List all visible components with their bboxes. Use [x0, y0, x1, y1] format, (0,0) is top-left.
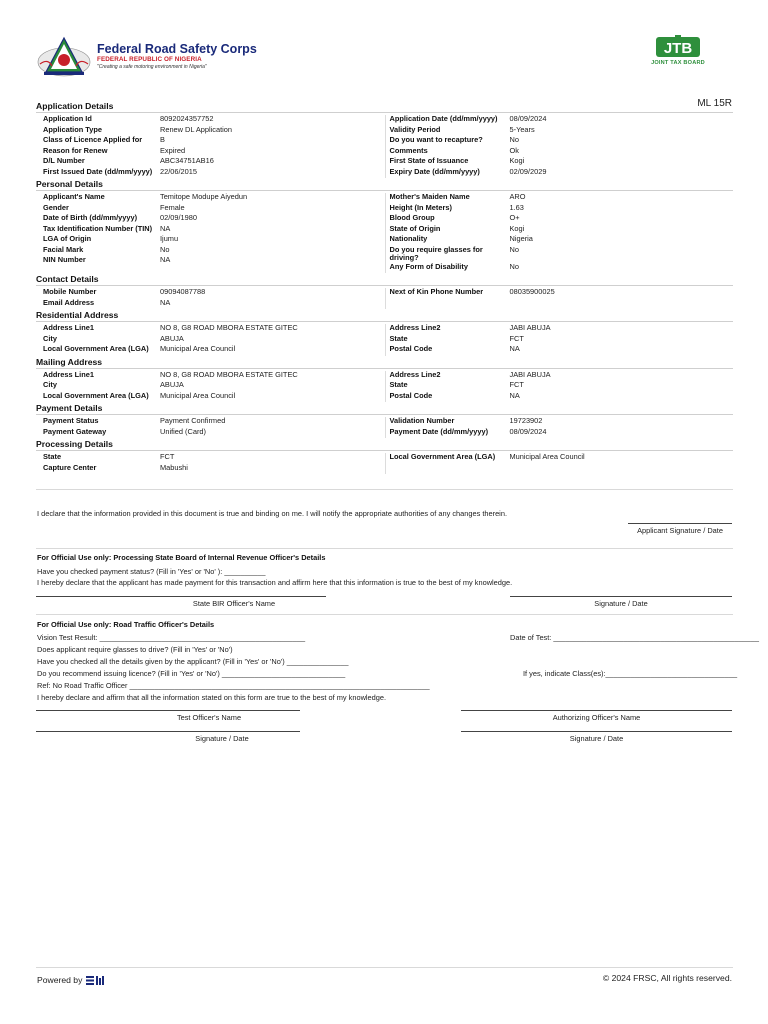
bir-declaration: I hereby declare that the applicant has made payment for this transaction and affirm here that this information is true to the best of my knowledge.	[37, 578, 513, 587]
field-row	[386, 392, 734, 403]
residential-address-section	[36, 310, 733, 357]
field-value: 08035900025	[509, 287, 555, 296]
rto-section-title: For Official Use only: Road Traffic Officer's Details	[37, 620, 215, 629]
left-column	[36, 324, 385, 356]
field-value: Ijumu	[160, 234, 179, 243]
field-row	[386, 381, 734, 392]
field-label: Local Government Area (LGA)	[389, 452, 496, 461]
bir-signature-label: Signature / Date	[594, 599, 648, 608]
divider	[36, 548, 733, 549]
powered-by-label: Powered by	[37, 975, 83, 985]
field-label: State of Origin	[389, 223, 441, 233]
bir-signature-line	[510, 596, 732, 597]
field-row	[386, 204, 734, 215]
field-row	[36, 453, 385, 464]
field-value: No	[160, 244, 170, 254]
field-value: Payment Confirmed	[160, 416, 226, 425]
field-row	[36, 288, 385, 299]
field-value: 19723902	[509, 416, 543, 425]
details-content	[36, 101, 733, 475]
field-value: NA	[160, 255, 171, 264]
field-row	[36, 157, 385, 168]
field-row	[386, 136, 734, 147]
field-row	[386, 335, 734, 346]
field-value: Mabushi	[160, 462, 188, 472]
test-officer-label: Test Officer's Name	[176, 713, 242, 722]
field-row	[36, 345, 385, 356]
field-row	[386, 324, 734, 335]
field-row	[386, 428, 734, 439]
field-value: Temitope Modupe Aiyedun	[160, 192, 248, 201]
field-label: Validation Number	[389, 416, 455, 425]
field-label: Gender	[43, 202, 69, 212]
field-value: 08/09/2024	[509, 426, 547, 436]
authorizing-officer-line	[461, 710, 732, 711]
field-value: 5-Years	[509, 124, 535, 134]
contact-details-section	[36, 274, 733, 310]
field-row	[36, 214, 385, 225]
field-label: City	[43, 333, 57, 343]
field-value: Expired	[160, 145, 186, 155]
field-row	[36, 392, 385, 403]
field-label: Postal Code	[389, 390, 433, 400]
field-row	[36, 417, 385, 428]
bir-officer-name-label: State BIR Officer's Name	[192, 599, 276, 608]
field-label: City	[43, 380, 57, 389]
field-label: Class of Licence Applied for	[43, 135, 143, 144]
field-value: FCT	[509, 380, 524, 389]
applicant-signature-line	[628, 523, 732, 524]
field-label: Payment Gateway	[43, 426, 107, 436]
frsc-header	[36, 34, 296, 82]
field-row	[36, 299, 385, 310]
field-value: NA	[509, 390, 520, 400]
right-column	[385, 193, 734, 273]
field-row	[36, 324, 385, 335]
mailing-address-section	[36, 357, 733, 404]
field-label: Reason for Renew	[43, 145, 108, 155]
field-value: ARO	[509, 192, 526, 201]
field-label: Postal Code	[389, 344, 433, 353]
jtb-logo	[636, 35, 720, 71]
field-row	[386, 246, 734, 263]
right-column	[385, 417, 734, 438]
bir-officer-name-line	[36, 596, 326, 597]
field-label: Application Type	[43, 124, 102, 134]
frsc-crest-icon	[36, 34, 92, 80]
field-label: Mobile Number	[43, 287, 97, 296]
field-label: Applicant's Name	[43, 192, 105, 201]
field-row	[36, 256, 385, 267]
field-row	[36, 168, 385, 179]
field-row	[36, 428, 385, 439]
field-row	[386, 453, 734, 464]
field-value: FCT	[509, 333, 524, 343]
field-value: No	[509, 244, 519, 254]
field-label: LGA of Origin	[43, 234, 92, 243]
field-label: Application Date (dd/mm/yyyy)	[389, 114, 498, 123]
field-label: D/L Number	[43, 156, 85, 165]
field-value: Renew DL Application	[160, 124, 233, 134]
org-name: Federal Road Safety Corps	[97, 42, 257, 56]
field-label: Address Line1	[43, 369, 94, 379]
field-value: 1.63	[509, 202, 524, 212]
field-label: Application Id	[43, 114, 92, 123]
field-label: Any Form of Disability	[389, 261, 468, 271]
field-row	[386, 371, 734, 382]
left-column	[36, 288, 385, 309]
payment-details-section	[36, 403, 733, 439]
field-value: NA	[160, 297, 171, 307]
field-value: NA	[160, 223, 171, 233]
field-label: Do you require glasses for driving?	[389, 244, 483, 262]
jtb-logo-icon	[656, 35, 700, 57]
field-value: Kogi	[509, 223, 525, 233]
field-row	[36, 136, 385, 147]
field-row	[36, 246, 385, 257]
powered-by	[37, 975, 104, 985]
field-value: 08/09/2024	[509, 114, 547, 123]
field-label: Address Line1	[43, 323, 94, 332]
section-title: Mailing Address	[36, 357, 733, 369]
field-label: Mother's Maiden Name	[389, 192, 470, 201]
field-value: 22/06/2015	[160, 166, 197, 176]
ref-officer-field: Ref: No Road Traffic Officer _________________________________________________________________________	[37, 681, 430, 690]
recommend-question: Do you recommend issuing licence? (Fill in 'Yes' or 'No') ______________________________	[37, 669, 346, 678]
org-tagline: "Creating a safe motoring environment in Nigeria"	[97, 64, 207, 70]
field-value: Municipal Area Council	[160, 344, 236, 353]
field-label: Validity Period	[389, 124, 441, 134]
svg-text:JTB: JTB	[663, 40, 693, 57]
field-value: 09094087788	[160, 287, 206, 296]
field-row	[36, 371, 385, 382]
field-label: Address Line2	[389, 323, 441, 332]
field-value: FCT	[160, 452, 175, 461]
field-label: Capture Center	[43, 462, 97, 472]
field-row	[386, 214, 734, 225]
field-row	[36, 381, 385, 392]
test-officer-signature-line	[36, 731, 300, 732]
field-label: First State of Issuance	[389, 156, 469, 165]
right-column	[385, 288, 734, 309]
field-value: NO 8, G8 ROAD MBORA ESTATE GITEC	[160, 323, 298, 332]
field-row	[386, 193, 734, 204]
section-title: Payment Details	[36, 403, 733, 415]
declaration-text: I declare that the information provided in this document is true and binding on me. I will notify the appropriate authorities of any changes therein.	[37, 509, 507, 518]
field-value: No	[509, 261, 519, 271]
field-row	[386, 168, 734, 179]
date-of-test: Date of Test: __________________________________________________	[510, 633, 759, 642]
field-label: Date of Birth (dd/mm/yyyy)	[43, 213, 138, 222]
field-row	[386, 235, 734, 246]
field-row	[386, 225, 734, 236]
field-row	[36, 464, 385, 475]
field-value: B	[160, 135, 165, 144]
field-value: JABI ABUJA	[509, 369, 551, 379]
section-title: Contact Details	[36, 274, 733, 286]
field-row	[386, 115, 734, 126]
field-row	[36, 193, 385, 204]
divider	[36, 489, 733, 490]
field-row	[36, 115, 385, 126]
field-value: ABC34751AB16	[160, 156, 214, 165]
rto-affirmation: I hereby declare and affirm that all the information stated on this form are true to the best of my knowledge.	[37, 693, 387, 702]
field-label: Address Line2	[389, 369, 441, 379]
field-row	[36, 235, 385, 246]
personal-details-section	[36, 179, 733, 274]
field-value: Municipal Area Council	[509, 452, 585, 461]
field-value: No	[509, 135, 519, 144]
field-label: State	[43, 452, 62, 461]
field-value: NO 8, G8 ROAD MBORA ESTATE GITEC	[160, 369, 298, 379]
field-value: Municipal Area Council	[160, 390, 236, 400]
field-value: 02/09/2029	[509, 166, 547, 176]
field-value: Nigeria	[509, 234, 533, 243]
left-column	[36, 417, 385, 438]
field-row	[386, 288, 734, 299]
vision-test-result: Vision Test Result: __________________________________________________	[37, 633, 306, 642]
field-label: NIN Number	[43, 255, 86, 264]
field-value: O+	[509, 213, 520, 222]
left-column	[36, 193, 385, 273]
right-column	[385, 324, 734, 356]
bir-payment-question: Have you checked payment status? (Fill in 'Yes' or 'No' ): __________	[37, 567, 266, 576]
left-column	[36, 115, 385, 178]
application-details-section	[36, 101, 733, 179]
left-column	[36, 371, 385, 403]
field-label: Payment Date (dd/mm/yyyy)	[389, 426, 489, 436]
jtb-name: JOINT TAX BOARD	[651, 60, 705, 66]
footer-divider	[36, 967, 733, 968]
field-label: Expiry Date (dd/mm/yyyy)	[389, 166, 480, 176]
field-row	[386, 263, 734, 274]
right-column	[385, 371, 734, 403]
copyright: © 2024 FRSC, All rights reserved.	[602, 973, 732, 983]
field-label: Do you want to recapture?	[389, 135, 483, 144]
field-row	[386, 157, 734, 168]
section-title: Residential Address	[36, 310, 733, 322]
classes-field: If yes, indicate Class(es):________________________________	[523, 669, 738, 678]
bir-section-title: For Official Use only: Processing State Board of Internal Revenue Officer's Details	[37, 553, 326, 562]
field-value: Kogi	[509, 156, 525, 165]
field-value: Ok	[509, 145, 519, 155]
section-title: Personal Details	[36, 179, 733, 191]
field-value: Female	[160, 202, 185, 212]
section-title: Application Details	[36, 101, 733, 113]
field-value: Unified (Card)	[160, 426, 207, 436]
field-value: 8092024357752	[160, 114, 214, 123]
field-value: 02/09/1980	[160, 213, 197, 222]
field-label: Facial Mark	[43, 244, 84, 254]
field-label: State	[389, 380, 408, 389]
field-row	[386, 345, 734, 356]
authorizing-officer-label: Authorizing Officer's Name	[552, 713, 641, 722]
field-label: Nationality	[389, 234, 428, 243]
right-column	[385, 115, 734, 178]
field-label: Height (In Meters)	[389, 202, 452, 212]
test-officer-signature-label: Signature / Date	[195, 734, 249, 743]
glasses-question: Does applicant require glasses to drive? (Fill in 'Yes' or 'No')	[37, 645, 233, 654]
field-label: First Issued Date (dd/mm/yyyy)	[43, 166, 153, 176]
applicant-signature-label: Applicant Signature / Date	[637, 526, 723, 535]
field-label: Email Address	[43, 297, 95, 307]
field-value: NA	[509, 344, 520, 353]
field-row	[386, 417, 734, 428]
field-label: Local Government Area (LGA)	[43, 390, 149, 400]
field-label: Tax Identification Number (TIN)	[43, 223, 153, 233]
field-value: ABUJA	[160, 333, 184, 343]
left-column	[36, 453, 385, 474]
divider	[36, 614, 733, 615]
field-label: Payment Status	[43, 416, 99, 425]
test-officer-line	[36, 710, 300, 711]
field-label: State	[389, 333, 408, 343]
field-value: JABI ABUJA	[509, 323, 551, 332]
authorizing-officer-signature-label: Signature / Date	[569, 734, 624, 743]
field-label: Blood Group	[389, 213, 435, 222]
right-column	[385, 453, 734, 474]
section-title: Processing Details	[36, 439, 733, 451]
details-checked-question: Have you checked all the details given by the applicant? (Fill in 'Yes' or 'No') _______________	[37, 657, 349, 666]
form-code: ML 15R	[697, 98, 732, 109]
field-label: Next of Kin Phone Number	[389, 287, 484, 296]
authorizing-officer-signature-line	[461, 731, 732, 732]
provider-logo-icon	[86, 976, 104, 985]
processing-details-section	[36, 439, 733, 475]
field-value: ABUJA	[160, 380, 184, 389]
field-label: Local Government Area (LGA)	[43, 344, 149, 353]
org-subtitle: FEDERAL REPUBLIC OF NIGERIA	[97, 56, 202, 63]
field-label: Comments	[389, 145, 428, 155]
